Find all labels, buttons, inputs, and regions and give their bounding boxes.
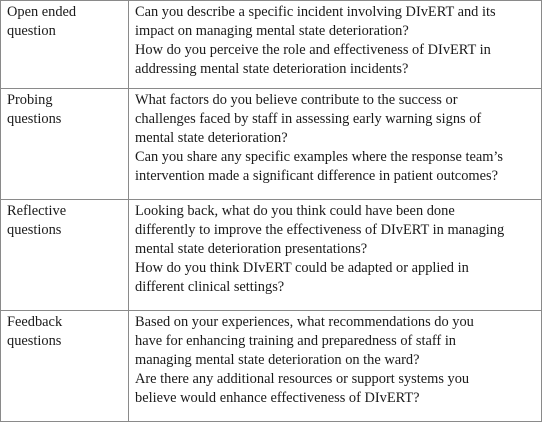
question-text: What factors do you believe contribute to the success or bbox=[135, 92, 458, 108]
question-text: impact on managing mental state deterioration? bbox=[135, 23, 409, 39]
question-text: managing mental state deterioration on the ward? bbox=[135, 352, 420, 368]
category-label: questions bbox=[7, 333, 62, 349]
question-text: have for enhancing training and preparedness of staff in bbox=[135, 333, 457, 349]
question-text: different clinical settings? bbox=[135, 279, 285, 295]
category-cell bbox=[1, 200, 129, 311]
questions-cell bbox=[129, 311, 542, 422]
question-text: addressing mental state deterioration incidents? bbox=[135, 61, 409, 77]
question-text: How do you think DIvERT could be adapted or applied in bbox=[135, 260, 469, 276]
question-text: Can you share any specific examples where the response team’s bbox=[135, 149, 504, 165]
table-row bbox=[1, 200, 542, 311]
questions-cell bbox=[129, 1, 542, 89]
question-text: Can you describe a specific incident involving DIvERT and its bbox=[135, 4, 496, 20]
question-text: intervention made a significant difference in patient outcomes? bbox=[135, 168, 498, 184]
question-text: Are there any additional resources or support systems you bbox=[135, 371, 470, 387]
table-row bbox=[1, 311, 542, 422]
question-text: differently to improve the effectiveness of DIvERT in managing bbox=[135, 222, 505, 238]
category-cell bbox=[1, 89, 129, 200]
question-text: Based on your experiences, what recommendations do you bbox=[135, 314, 474, 330]
question-text: believe would enhance effectiveness of DIvERT? bbox=[135, 390, 420, 406]
category-label: Probing bbox=[7, 92, 53, 108]
question-text: mental state deterioration presentations? bbox=[135, 241, 368, 257]
category-label: questions bbox=[7, 111, 62, 127]
question-text: How do you perceive the role and effectiveness of DIvERT in bbox=[135, 42, 491, 58]
table-row bbox=[1, 1, 542, 89]
question-text: challenges faced by staff in assessing early warning signs of bbox=[135, 111, 482, 127]
question-text: mental state deterioration? bbox=[135, 130, 288, 146]
category-cell bbox=[1, 311, 129, 422]
category-cell bbox=[1, 1, 129, 89]
category-label: Open ended bbox=[7, 4, 77, 20]
category-label: questions bbox=[7, 222, 62, 238]
question-text: Looking back, what do you think could have been done bbox=[135, 203, 455, 219]
category-label: question bbox=[7, 23, 56, 39]
category-label: Reflective bbox=[7, 203, 67, 219]
questions-cell bbox=[129, 89, 542, 200]
questions-cell bbox=[129, 200, 542, 311]
category-label: Feedback bbox=[7, 314, 63, 330]
table-row bbox=[1, 89, 542, 200]
